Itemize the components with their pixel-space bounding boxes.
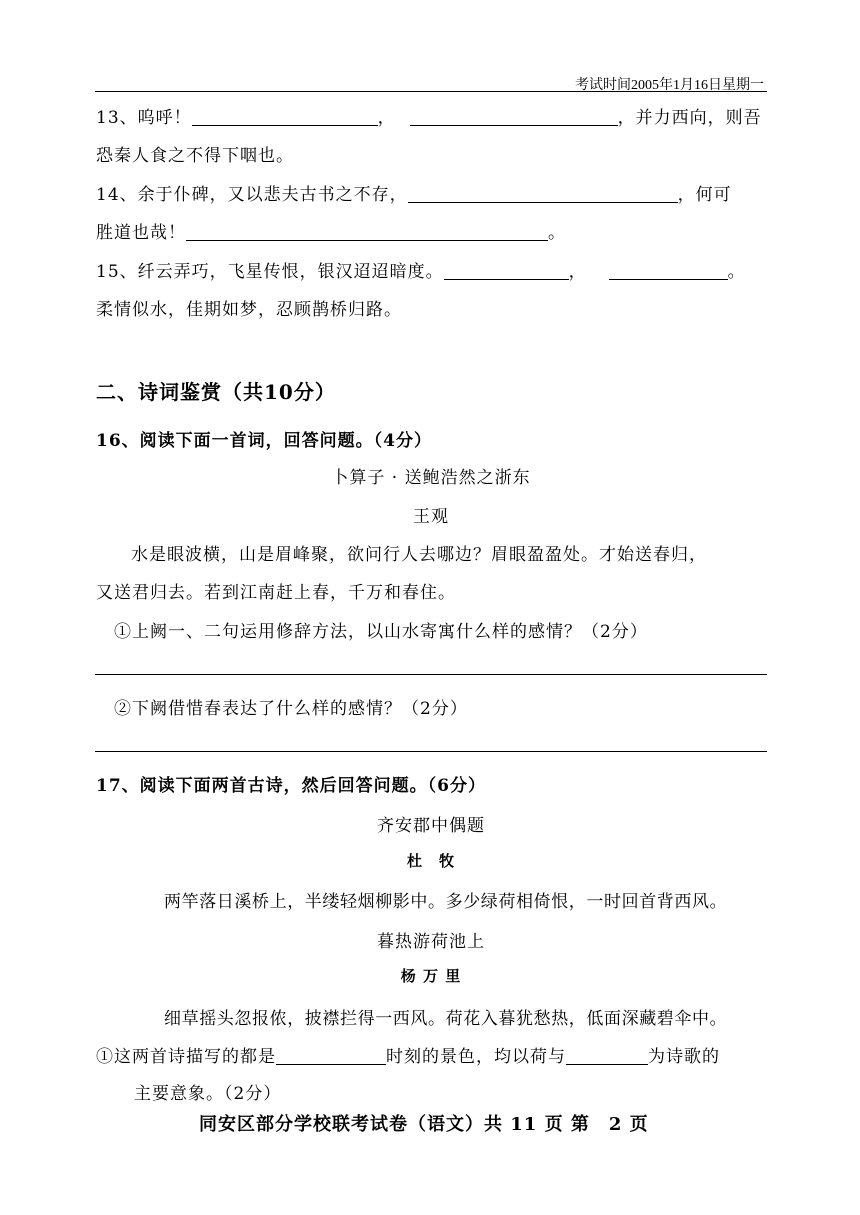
q17-blank-1[interactable] (276, 1047, 386, 1065)
q16-poem-text-line1: 水是眼波横，山是眉峰聚，欲问行人去哪边？眉眼盈盈处。才始送春归， (131, 545, 707, 565)
q16-poem-text-line2: 又送君归去。若到江南赶上春，千万和春住。 (96, 583, 456, 603)
q17-sub1-part-c: 为诗歌的 (648, 1047, 720, 1067)
q15-period: 。 (727, 262, 746, 282)
q13-blank-2[interactable] (410, 108, 618, 126)
q16-answer-line-1[interactable] (95, 674, 767, 675)
q15-blank-2[interactable] (609, 262, 728, 280)
header-rule (95, 91, 767, 92)
question-16-title: 16、阅读下面一首词，回答问题。（4分） (96, 431, 432, 451)
question-13-line2: 恐秦人食之不得下咽也。 (96, 146, 294, 166)
q16-poem-author: 王观 (413, 507, 449, 527)
q17-sub1-part-b: 时刻的景色，均以荷与 (386, 1047, 566, 1067)
question-15-line2: 柔情似水，佳期如梦，忍顾鹊桥归路。 (96, 300, 402, 320)
q13-comma: ， (377, 108, 396, 128)
q17-sub1-part-a: ①这两首诗描写的都是 (96, 1047, 276, 1067)
q14-blank-1[interactable] (408, 185, 678, 203)
q16-answer-line-2[interactable] (95, 751, 767, 752)
q17-poem1-text: 两竿落日溪桥上，半缕轻烟柳影中。多少绿荷相倚恨，一时回首背西风。 (164, 892, 728, 912)
q15-prefix: 15、纤云弄巧，飞星传恨，银汉迢迢暗度。 (96, 262, 444, 282)
q13-suffix: ，并力西向，则吾 (617, 108, 762, 128)
q13-blank-1[interactable] (192, 108, 378, 126)
q15-blank-1[interactable] (444, 262, 569, 280)
q17-poem2-title: 暮热游荷池上 (377, 932, 485, 952)
question-14-line2 (96, 218, 566, 243)
q16-poem-title: 卜算子 · 送鲍浩然之浙东 (331, 468, 531, 488)
q15-comma: ， (568, 262, 587, 282)
section-2-title: 二、诗词鉴赏（共10分） (96, 380, 336, 404)
q14-blank-2[interactable] (186, 223, 548, 241)
q17-subquestion-1-line2: 主要意象。（2分） (134, 1084, 282, 1104)
q16-subquestion-2: ②下阙借惜春表达了什么样的感情？（2分） (114, 699, 468, 719)
q16-subquestion-1: ①上阙一、二句运用修辞方法，以山水寄寓什么样的感情？（2分） (114, 622, 648, 642)
exam-time-header: 考试时间2005年1月16日星期一 (575, 78, 764, 93)
q17-blank-2[interactable] (566, 1047, 648, 1065)
question-15-line1 (96, 257, 746, 282)
q17-subquestion-1-line1 (96, 1042, 720, 1067)
q14-prefix: 14、余于仆碑，又以悲夫古书之不存， (96, 185, 408, 205)
question-17-title: 17、阅读下面两首古诗，然后回答问题。（6分） (96, 776, 486, 796)
q14-line2-suffix: 。 (548, 223, 566, 243)
question-13-line1 (96, 103, 762, 128)
q14-line2-prefix: 胜道也哉！ (96, 223, 186, 243)
q17-poem2-author: 杨 万 里 (400, 967, 462, 985)
page-footer: 同安区部分学校联考试卷（语文）共 11 页 第 2 页 (199, 1114, 649, 1135)
q17-poem1-author: 杜 牧 (406, 852, 455, 870)
q14-suffix: ，何可 (677, 185, 732, 205)
q17-poem2-text: 细草摇头忽报侬，披襟拦得一西风。荷花入暮犹愁热，低面深藏碧伞中。 (164, 1009, 728, 1029)
q13-prefix: 13、呜呼！ (96, 108, 192, 128)
q17-poem1-title: 齐安郡中偶题 (377, 816, 485, 836)
question-14-line1 (96, 180, 732, 205)
